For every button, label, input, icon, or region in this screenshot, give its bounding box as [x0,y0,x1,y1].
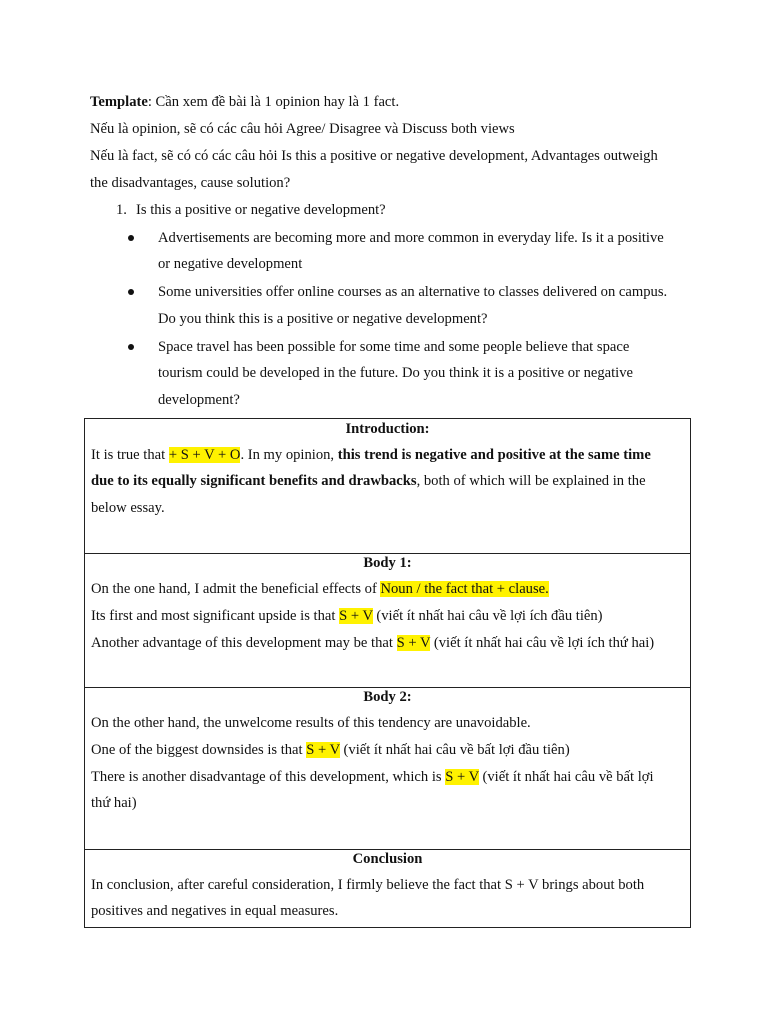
text-span: There is another disadvantage of this development, which is [91,769,446,785]
text-span: On the one hand, I admit the beneficial effects of [91,581,381,597]
template-label: Template [90,94,148,110]
highlight-formula: S + V [445,769,479,785]
bullet-3-line-3: development? [158,392,240,408]
essay-template-table [84,418,691,928]
conclusion-line-1: In conclusion, after careful consideration, I firmly believe the fact that S + V brings about both [91,877,645,893]
conclusion-title: Conclusion [352,851,423,867]
bold-text: due to its equally significant benefits and drawbacks [91,473,417,489]
introduction-line-2 [91,472,646,490]
body2-title: Body 2: [363,689,412,705]
text-span: Its first and most significant upside is that [91,608,340,624]
body1-line-2 [91,607,603,625]
fact-line-1: Nếu là fact, sẽ có có các câu hỏi Is this a positive or negative development, Advantages outweigh [90,148,658,164]
body2-line-4: thứ hai) [91,795,137,811]
introduction-line-1 [91,446,651,464]
fact-line-2: the disadvantages, cause solution? [90,175,291,191]
conclusion-line-2: positives and negatives in equal measures. [91,903,339,919]
body1-line-3 [91,634,654,652]
text-span: One of the biggest downsides is that [91,742,307,758]
text-span: It is true that [91,447,169,463]
highlight-formula: S + V [306,742,340,758]
body2-line-2 [91,741,570,759]
text-span: Another advantage of this development may be that [91,635,397,651]
body1-title: Body 1: [363,555,412,571]
text-span: (viết ít nhất hai câu về lợi ích đầu tiên) [372,608,603,624]
body2-line-1: On the other hand, the unwelcome results of this tendency are unavoidable. [91,715,531,731]
bullet-2-line-2: Do you think this is a positive or negative development? [158,311,488,327]
bullet-icon [128,235,134,241]
bullet-icon [128,289,134,295]
list-number: 1. [116,202,127,218]
text-span: , both of which will be explained in the [416,473,646,489]
opinion-line: Nếu là opinion, sẽ có các câu hỏi Agree/ Disagree và Discuss both views [90,121,515,137]
bold-text: this trend is negative and positive at the same time [337,447,651,463]
bullet-1-line-2: or negative development [158,256,303,272]
bullet-2-line-1: Some universities offer online courses as an alternative to classes delivered on campus. [158,284,668,300]
template-text: : Cần xem đề bài là 1 opinion hay là 1 fact. [147,94,400,110]
highlight-formula: S + V [396,635,431,651]
list-heading: Is this a positive or negative development? [136,202,386,218]
highlight-formula: + S + V + O [168,447,241,463]
text-span: (viết ít nhất hai câu về bất lợi [478,769,654,785]
bullet-3-line-2: tourism could be developed in the future. Do you think it is a positive or negative [158,365,634,381]
highlight-formula: Noun / the fact that + clause. [380,581,549,597]
introduction-line-3: below essay. [91,500,165,516]
text-span: (viết ít nhất hai câu về bất lợi đầu tiên) [339,742,570,758]
bullet-1-line-1: Advertisements are becoming more and more common in everyday life. Is it a positive [158,230,664,246]
template-line [90,93,399,111]
bullet-3-line-1: Space travel has been possible for some time and some people believe that space [158,339,630,355]
body1-line-1 [91,580,549,598]
text-span: (viết ít nhất hai câu về lợi ích thứ hai) [430,635,655,651]
highlight-formula: S + V [339,608,373,624]
introduction-title: Introduction: [345,421,430,437]
bullet-icon [128,344,134,350]
text-span: . In my opinion, [240,447,338,463]
body2-line-3 [91,768,654,786]
